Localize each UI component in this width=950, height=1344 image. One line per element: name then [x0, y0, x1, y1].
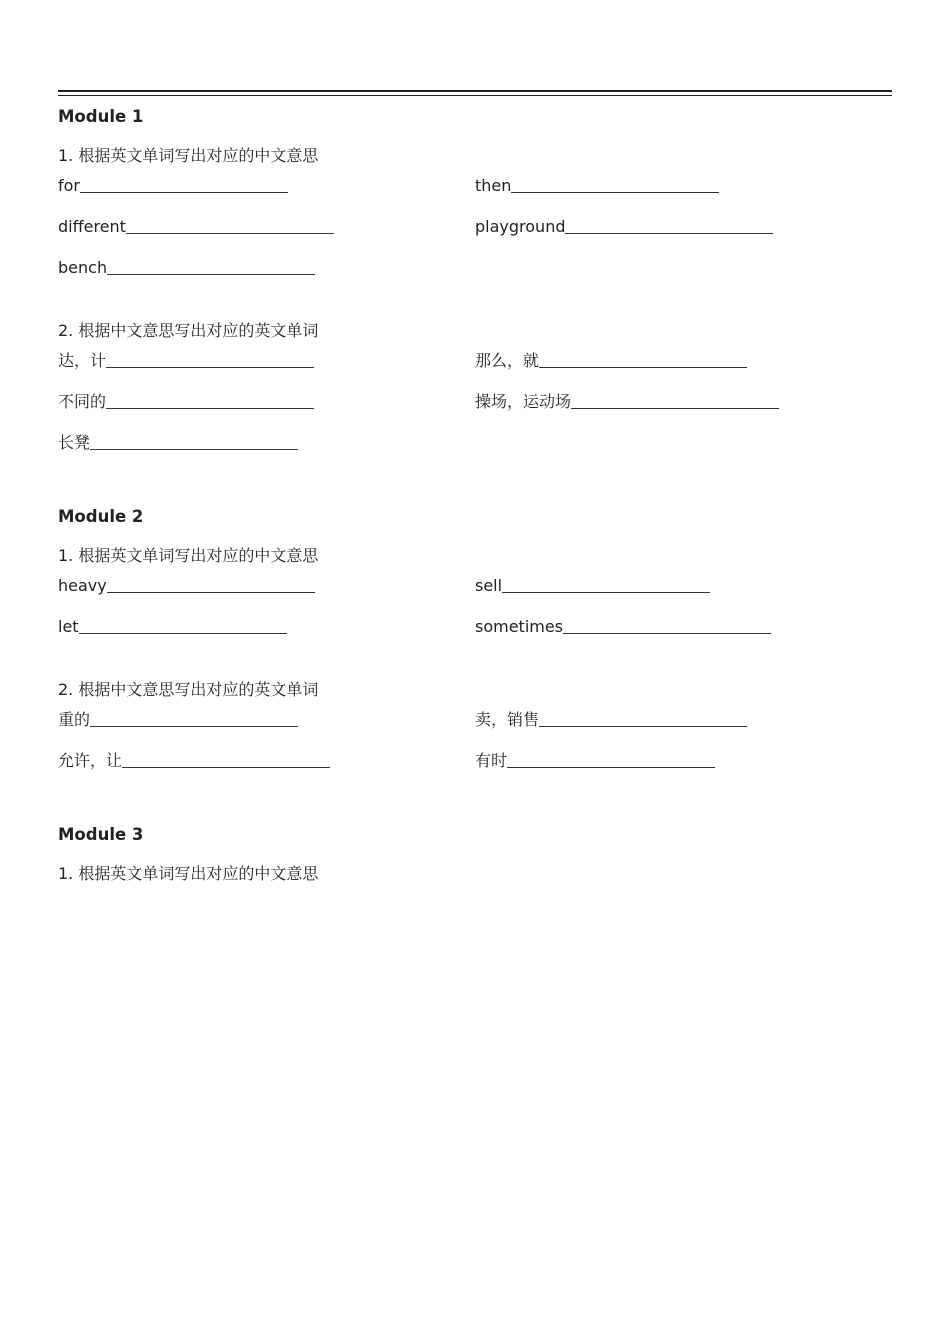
vocab-word: 不同的 [58, 392, 107, 411]
vocab-word: 允许，让 [58, 751, 123, 770]
module-spacer [58, 772, 892, 818]
section-instruction: 2. 根据中文意思写出对应的英文单词 [58, 321, 319, 340]
exercise-row [58, 238, 892, 279]
answer-blank[interactable] [80, 192, 288, 193]
vocab-word: 卖，销售 [475, 710, 540, 729]
exercise-rows [58, 702, 892, 772]
answer-blank[interactable] [539, 367, 747, 368]
header-rule-thin [58, 95, 892, 96]
answer-blank[interactable] [507, 767, 715, 768]
vocab-word: 那么，就 [475, 351, 540, 370]
exercise-row [58, 702, 892, 731]
exercise-section [58, 319, 892, 454]
module-title: Module 3 [58, 825, 144, 844]
vocab-item [475, 350, 892, 372]
answer-blank[interactable] [107, 274, 315, 275]
answer-blank[interactable] [563, 633, 771, 634]
vocab-item [475, 575, 892, 597]
vocab-word: 有时 [475, 751, 508, 770]
vocab-word: sell [475, 576, 503, 595]
answer-blank[interactable] [511, 192, 719, 193]
vocab-word: heavy [58, 576, 107, 595]
exercise-row [58, 343, 892, 372]
vocab-word: then [475, 176, 512, 195]
exercise-rows [58, 568, 892, 638]
answer-blank[interactable] [571, 408, 779, 409]
vocab-item [475, 750, 892, 772]
section-instruction: 1. 根据英文单词写出对应的中文意思 [58, 146, 319, 165]
module-block [58, 505, 892, 772]
answer-blank[interactable] [79, 633, 287, 634]
vocab-item [58, 391, 475, 413]
section-instruction: 2. 根据中文意思写出对应的英文单词 [58, 680, 319, 699]
exercise-row [58, 568, 892, 597]
exercise-section [58, 544, 892, 638]
vocab-word: let [58, 617, 79, 636]
vocab-item [475, 709, 892, 731]
exercise-row [58, 413, 892, 454]
vocab-word: 重的 [58, 710, 91, 729]
header-rule-thick [58, 90, 892, 92]
answer-blank[interactable] [565, 233, 773, 234]
exercise-row [58, 597, 892, 638]
exercise-row [58, 731, 892, 772]
exercise-section [58, 678, 892, 772]
worksheet-content [58, 100, 892, 886]
vocab-item [475, 216, 892, 238]
section-instruction: 1. 根据英文单词写出对应的中文意思 [58, 864, 319, 883]
module-block [58, 823, 892, 886]
module-spacer [58, 454, 892, 500]
exercise-section [58, 144, 892, 279]
vocab-item [58, 350, 475, 372]
vocab-word: for [58, 176, 80, 195]
answer-blank[interactable] [126, 233, 334, 234]
vocab-item [475, 391, 892, 413]
vocab-item [58, 616, 475, 638]
vocab-item [475, 175, 892, 197]
exercise-rows [58, 343, 892, 454]
exercise-row [58, 197, 892, 238]
module-block [58, 105, 892, 454]
module-title: Module 1 [58, 107, 144, 126]
vocab-word: 操场，运动场 [475, 392, 572, 411]
vocab-item [58, 257, 492, 279]
answer-blank[interactable] [90, 726, 298, 727]
vocab-word: bench [58, 258, 108, 277]
answer-blank[interactable] [539, 726, 747, 727]
exercise-section [58, 862, 892, 886]
vocab-word: different [58, 217, 126, 236]
vocab-word: playground [475, 217, 566, 236]
vocab-word: 达，计 [58, 351, 107, 370]
vocab-item [58, 175, 475, 197]
section-instruction: 1. 根据英文单词写出对应的中文意思 [58, 546, 319, 565]
exercise-rows [58, 168, 892, 279]
module-title: Module 2 [58, 507, 144, 526]
answer-blank[interactable] [106, 408, 314, 409]
vocab-item [58, 709, 475, 731]
exercise-row [58, 372, 892, 413]
answer-blank[interactable] [106, 367, 314, 368]
vocab-item [58, 216, 475, 238]
answer-blank[interactable] [502, 592, 710, 593]
vocab-item [58, 575, 475, 597]
vocab-word: sometimes [475, 617, 564, 636]
exercise-row [58, 168, 892, 197]
vocab-item [475, 616, 892, 638]
answer-blank[interactable] [122, 767, 330, 768]
vocab-item [58, 432, 492, 454]
vocab-item [58, 750, 475, 772]
vocab-word: 长凳 [58, 433, 91, 452]
answer-blank[interactable] [107, 592, 315, 593]
answer-blank[interactable] [90, 449, 298, 450]
